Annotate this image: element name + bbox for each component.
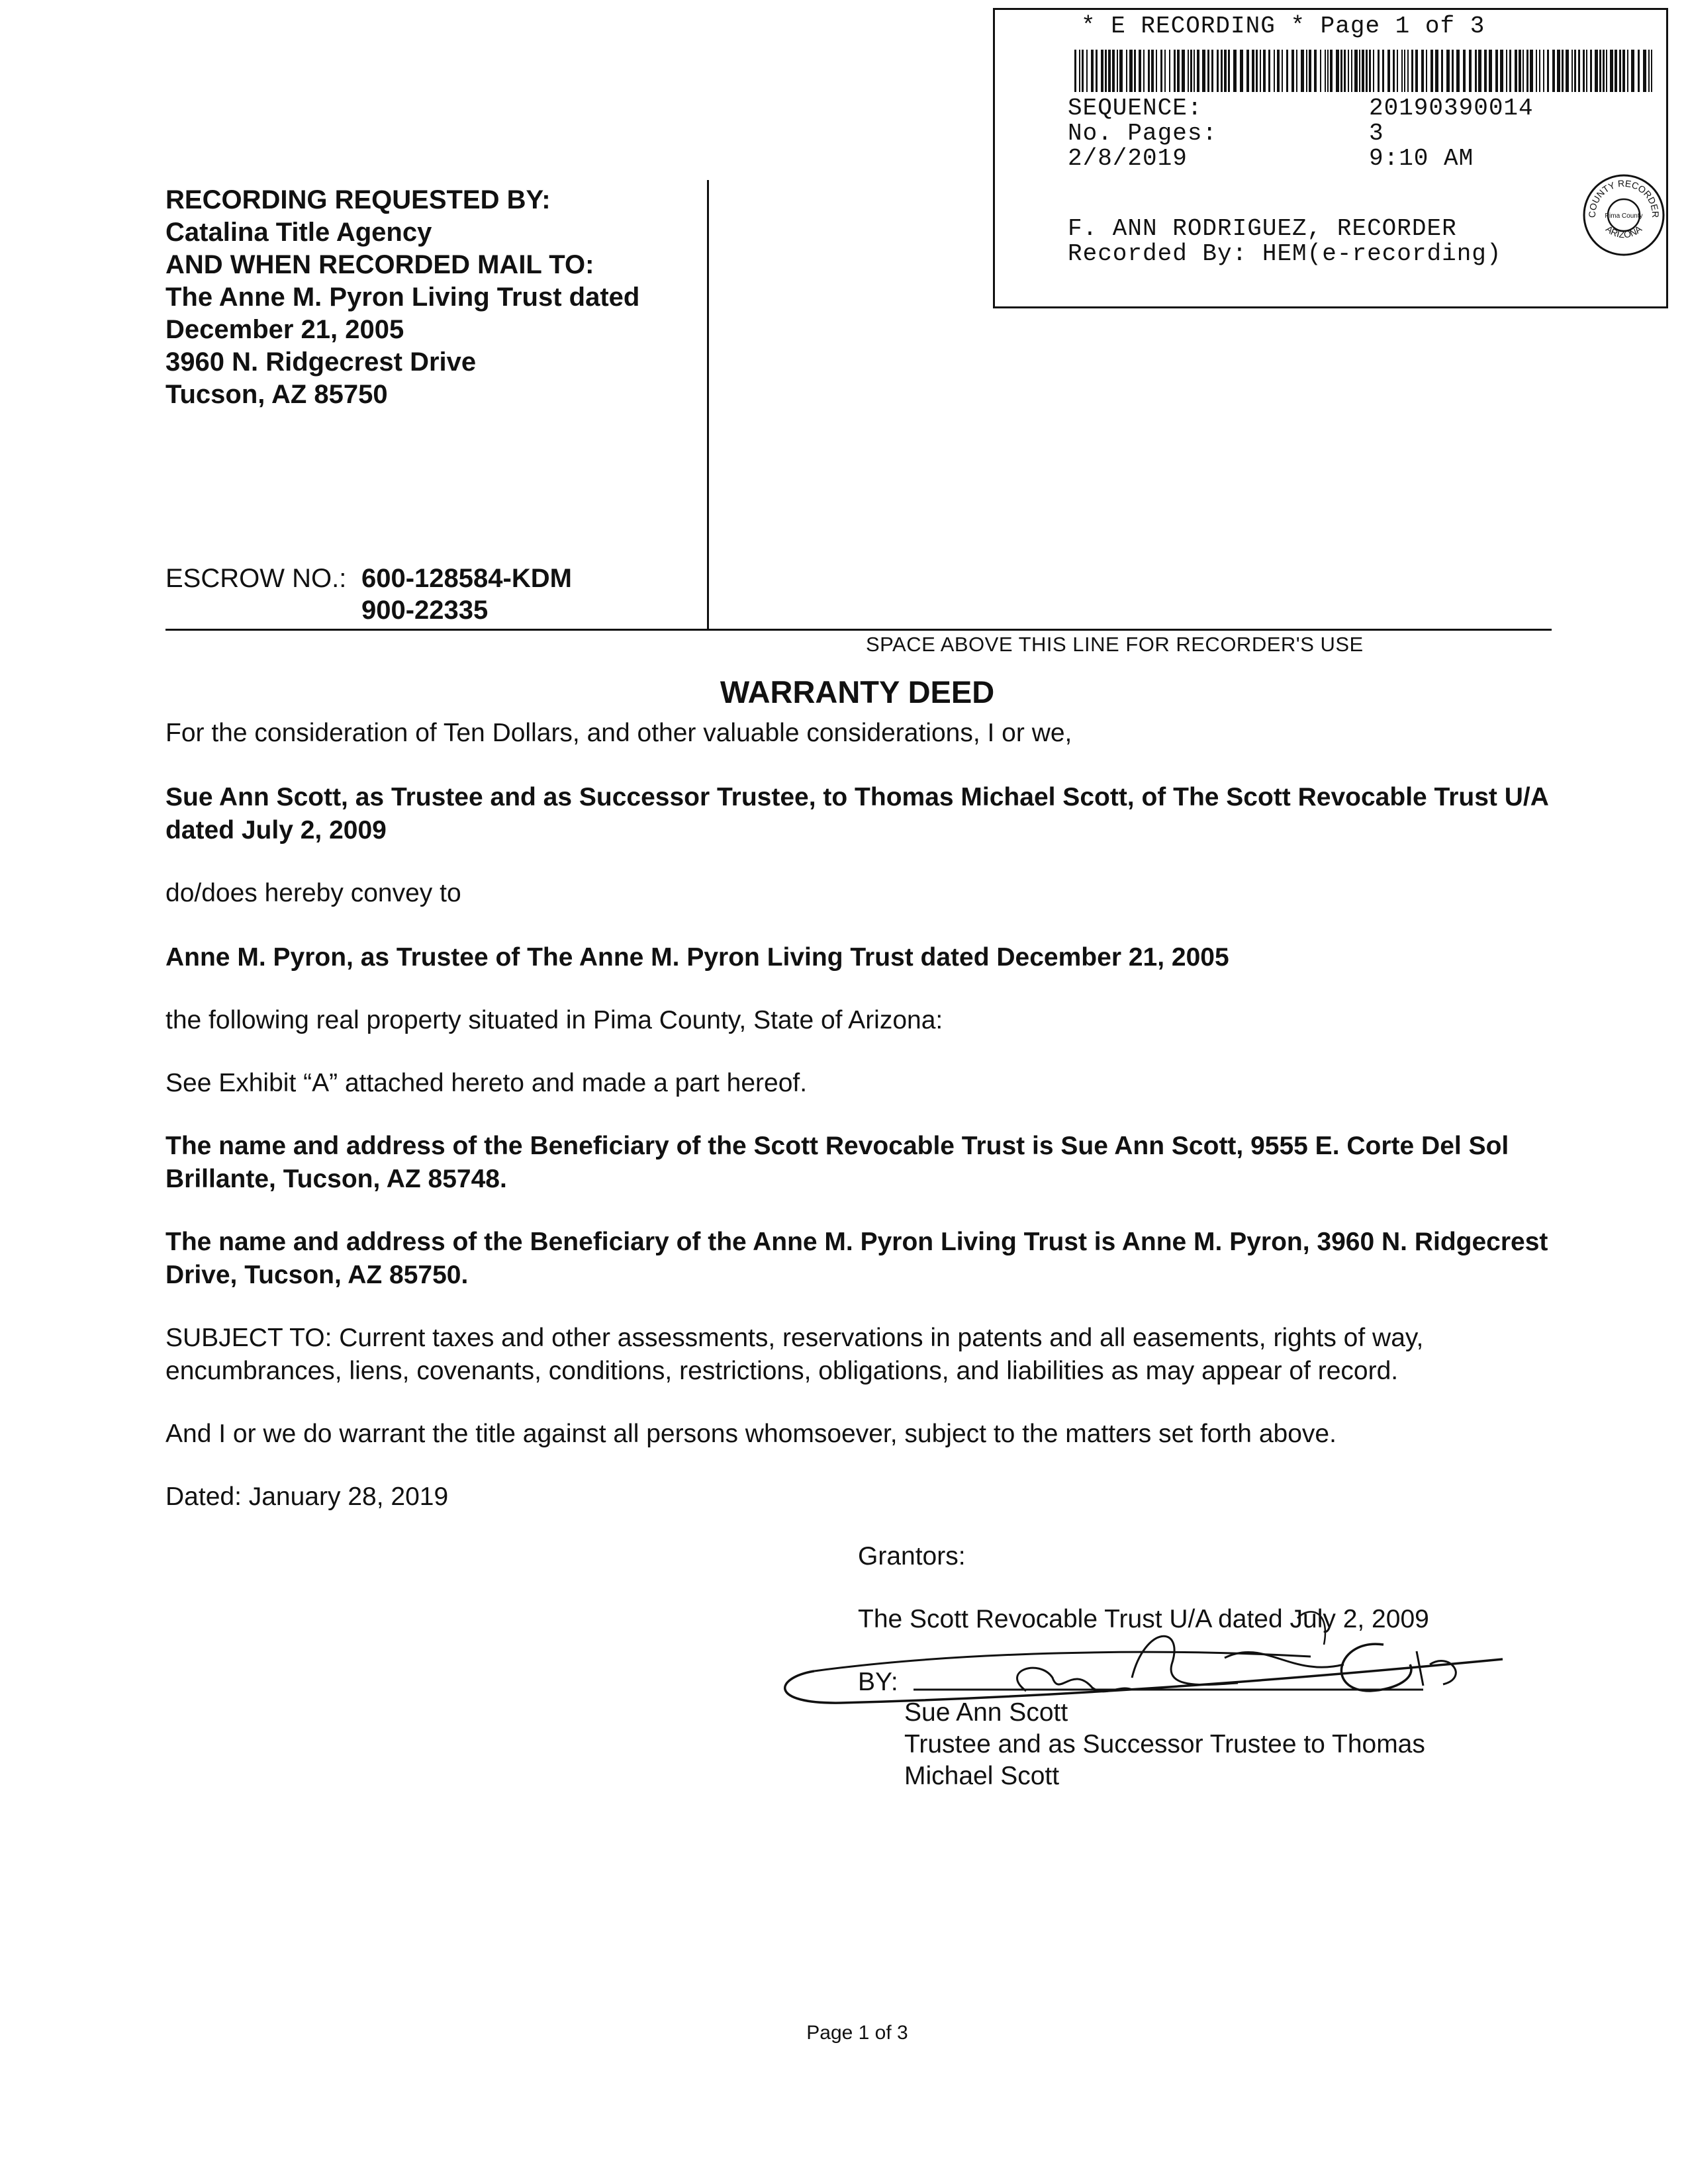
convey-paragraph: do/does hereby convey to (165, 879, 461, 907)
vertical-divider (707, 180, 709, 629)
barcode-bar (1079, 50, 1080, 92)
barcode-bar (1651, 50, 1652, 92)
barcode-bar (1182, 50, 1185, 92)
barcode-bar (1327, 50, 1329, 92)
barcode-bar (1509, 50, 1511, 92)
barcode-bar (1143, 50, 1145, 92)
barcode-bar (1112, 50, 1115, 92)
barcode-bar (1643, 50, 1646, 92)
barcode-bar (1530, 50, 1533, 92)
barcode-bar (1217, 50, 1219, 92)
signer-block (904, 1697, 1425, 1792)
barcode-bar (1599, 50, 1601, 92)
barcode-bar (1415, 50, 1418, 92)
barcode-bar (1105, 50, 1107, 92)
signer-title-line-1: Trustee and as Successor Trustee to Thomas (904, 1730, 1425, 1758)
barcode-bar (1277, 50, 1280, 92)
barcode-bar (1552, 50, 1555, 92)
barcode-bar (1603, 50, 1605, 92)
barcode-bar (1340, 50, 1342, 92)
barcode-bar (1286, 50, 1288, 92)
escrow-number-1: 600-128584-KDM (361, 564, 572, 593)
barcode-bar (1619, 50, 1621, 92)
barcode-bar (1378, 50, 1380, 92)
barcode-bar (1139, 50, 1141, 92)
record-time: 9:10 AM (1369, 145, 1474, 172)
barcode-bar (1469, 50, 1472, 92)
barcode-bar (1401, 50, 1403, 92)
barcode-bar (1421, 50, 1424, 92)
barcode-bar (1108, 50, 1111, 92)
barcode-bar (1610, 50, 1613, 92)
recording-requested-label: RECORDING REQUESTED BY: (165, 185, 551, 214)
barcode-bar (1207, 50, 1209, 92)
barcode-bar (1543, 50, 1544, 92)
barcode-bar (1202, 50, 1205, 92)
barcode-bar (1506, 50, 1507, 92)
barcode-bar (1260, 50, 1261, 92)
dated-line: Dated: January 28, 2019 (165, 1482, 449, 1511)
barcode-bar (1246, 50, 1249, 92)
escrow-label: ESCROW NO.: (165, 564, 347, 593)
barcode-bar (1638, 50, 1640, 92)
consideration-paragraph: For the consideration of Ten Dollars, and other valuable considerations, I or we, (165, 719, 1072, 747)
barcode-bar (1240, 50, 1243, 92)
barcode-bar (1362, 50, 1364, 92)
pages-value: 3 (1369, 120, 1384, 147)
barcode-bar (1571, 50, 1573, 92)
barcode-bar (1228, 50, 1230, 92)
barcode-bar (1119, 50, 1123, 92)
grantee-paragraph: Anne M. Pyron, as Trustee of The Anne M. Pyron Living Trust dated December 21, 2005 (165, 943, 1229, 972)
barcode-bar (1156, 50, 1157, 92)
barcode-bar (1557, 50, 1560, 92)
barcode-bar (1500, 50, 1503, 92)
stamp-header: * E RECORDING * Page 1 of 3 (1081, 13, 1485, 40)
seal-center-text: Pima County (1605, 212, 1643, 220)
barcode-bar (1306, 50, 1307, 92)
escrow-block (165, 563, 572, 626)
barcode-bar (1648, 50, 1650, 92)
barcode-bar (1430, 50, 1433, 92)
barcode-bar (1446, 50, 1450, 92)
barcode-bar (1595, 50, 1598, 92)
barcode-bar (1435, 50, 1438, 92)
barcode-bar (1309, 50, 1311, 92)
barcode-bar (1407, 50, 1409, 92)
barcode-bar (1190, 50, 1192, 92)
recording-stamp (993, 8, 1668, 308)
recorder-name: F. ANN RODRIGUEZ, RECORDER (1068, 215, 1457, 242)
document-title: WARRANTY DEED (720, 674, 995, 709)
grantors-label: Grantors: (858, 1542, 966, 1570)
recording-requested-block (165, 184, 639, 411)
barcode-bar (1344, 50, 1346, 92)
barcode-bar (1586, 50, 1587, 92)
barcode-bar (1354, 50, 1358, 92)
barcode-bar (1221, 50, 1223, 92)
record-date: 2/8/2019 (1068, 145, 1188, 172)
barcode-bar (1590, 50, 1592, 92)
barcode-bar (1268, 50, 1270, 92)
barcode-bar (1622, 50, 1625, 92)
barcode-bar (1252, 50, 1254, 92)
barcode-bar (1411, 50, 1413, 92)
barcode-bar (1574, 50, 1576, 92)
barcode-bar (1126, 50, 1127, 92)
subject-to-paragraph: SUBJECT TO: Current taxes and other assessments, reservations in patents and all easements, rights of way, encumbrances, liens, covenants, conditions, restrictions, obligations, and liabilities as may appear of record. (165, 1324, 1424, 1385)
space-above-note: SPACE ABOVE THIS LINE FOR RECORDER'S USE (866, 633, 1364, 656)
barcode-bar (1291, 50, 1294, 92)
recorded-by: Recorded By: HEM(e-recording) (1068, 240, 1502, 267)
barcode-bar (1224, 50, 1227, 92)
barcode-bar (1129, 50, 1133, 92)
barcode-bar (1484, 50, 1487, 92)
barcode-bar (1325, 50, 1326, 92)
seal-bottom-text: ARIZONA (1603, 223, 1644, 240)
beneficiary-2-paragraph: The name and address of the Beneficiary of the Anne M. Pyron Living Trust is Anne M. Pyron, 3960 N. Ridgecrest Drive, Tucson, AZ 85750. (165, 1228, 1548, 1289)
mail-to-date: December 21, 2005 (165, 315, 404, 344)
sequence-value: 20190390014 (1369, 95, 1534, 122)
barcode-bar (1086, 50, 1088, 92)
barcode-bar (1539, 50, 1540, 92)
barcode-bar (1519, 50, 1521, 92)
barcode-bar (1404, 50, 1405, 92)
barcode-bar (1148, 50, 1150, 92)
barcode-bar (1366, 50, 1368, 92)
barcode-bar (1515, 50, 1517, 92)
grantor-trust-line: The Scott Revocable Trust U/A dated July 2, 2009 (858, 1605, 1429, 1633)
barcode-bar (1160, 50, 1162, 92)
barcode-bar (1274, 50, 1275, 92)
barcode-bar (1393, 50, 1395, 92)
escrow-number-2: 900-22335 (361, 596, 489, 625)
barcode-bar (1566, 50, 1569, 92)
barcode (1074, 50, 1657, 92)
barcode-bar (1478, 50, 1481, 92)
barcode-bar (1562, 50, 1564, 92)
barcode-bar (1463, 50, 1466, 92)
mail-to-city: Tucson, AZ 85750 (165, 380, 388, 409)
barcode-bar (1177, 50, 1180, 92)
barcode-bar (1526, 50, 1528, 92)
barcode-bar (1359, 50, 1360, 92)
barcode-bar (1134, 50, 1136, 92)
grantor-paragraph: Sue Ann Scott, as Trustee and as Successor Trustee, to Thomas Michael Scott, of The Scott Revocable Trust U/A dated July 2, 2009 (165, 783, 1548, 844)
barcode-bar (1197, 50, 1199, 92)
signer-name: Sue Ann Scott (904, 1698, 1068, 1727)
barcode-bar (1631, 50, 1634, 92)
barcode-bar (1373, 50, 1374, 92)
barcode-bar (1523, 50, 1524, 92)
barcode-bar (1263, 50, 1266, 92)
county-seal-icon (1581, 172, 1667, 258)
barcode-bar (1314, 50, 1317, 92)
barcode-bar (1151, 50, 1154, 92)
barcode-bar (1369, 50, 1371, 92)
barcode-bar (1336, 50, 1339, 92)
barcode-bar (1164, 50, 1166, 92)
barcode-bar (1615, 50, 1617, 92)
barcode-bar (1387, 50, 1390, 92)
barcode-bar (1456, 50, 1460, 92)
property-paragraph: the following real property situated in Pima County, State of Arizona: (165, 1006, 943, 1034)
barcode-bar (1074, 50, 1076, 92)
page-footer: Page 1 of 3 (806, 2022, 908, 2044)
recorder-use-line (165, 629, 1552, 631)
barcode-bar (1627, 50, 1628, 92)
barcode-bar (1426, 50, 1427, 92)
barcode-bar (1489, 50, 1492, 92)
beneficiary-1-paragraph: The name and address of the Beneficiary of the Scott Revocable Trust is Sue Ann Scott, 9555 E. Corte Del Sol Brillante, Tucson, AZ 85748. (165, 1132, 1509, 1193)
barcode-bar (1606, 50, 1607, 92)
barcode-bar (1547, 50, 1549, 92)
barcode-bar (1188, 50, 1189, 92)
barcode-bar (1475, 50, 1477, 92)
barcode-bar (1301, 50, 1304, 92)
sequence-label: SEQUENCE: (1068, 95, 1203, 122)
barcode-bar (1091, 50, 1094, 92)
barcode-bar (1452, 50, 1454, 92)
pages-label: No. Pages: (1068, 120, 1218, 147)
mail-to-street: 3960 N. Ridgecrest Drive (165, 347, 477, 377)
barcode-bar (1082, 50, 1084, 92)
barcode-bar (1397, 50, 1398, 92)
title-agency: Catalina Title Agency (165, 218, 432, 247)
barcode-bar (1441, 50, 1443, 92)
barcode-bar (1320, 50, 1321, 92)
signer-title-line-2: Michael Scott (904, 1762, 1060, 1790)
barcode-bar (1169, 50, 1170, 92)
barcode-bar (1233, 50, 1237, 92)
barcode-bar (1194, 50, 1195, 92)
barcode-bar (1495, 50, 1498, 92)
barcode-bar (1117, 50, 1118, 92)
by-label: BY: (858, 1668, 898, 1696)
mail-to-label: AND WHEN RECORDED MAIL TO: (165, 250, 594, 279)
barcode-bar (1330, 50, 1333, 92)
barcode-bar (1296, 50, 1297, 92)
barcode-bar (1174, 50, 1176, 92)
mail-to-name: The Anne M. Pyron Living Trust dated (165, 283, 640, 312)
barcode-bar (1101, 50, 1103, 92)
barcode-bar (1351, 50, 1352, 92)
barcode-bar (1578, 50, 1580, 92)
barcode-bar (1282, 50, 1283, 92)
barcode-bar (1211, 50, 1213, 92)
barcode-bar (1096, 50, 1098, 92)
seal-top-text: COUNTY RECORDER (1586, 177, 1662, 218)
exhibit-paragraph: See Exhibit “A” attached hereto and made a part hereof. (165, 1069, 808, 1097)
barcode-bar (1256, 50, 1258, 92)
barcode-bar (1382, 50, 1384, 92)
barcode-bar (1536, 50, 1537, 92)
barcode-bar (1583, 50, 1585, 92)
warranty-paragraph: And I or we do warrant the title against all persons whomsoever, subject to the matters set forth above. (165, 1420, 1336, 1448)
barcode-bar (1348, 50, 1349, 92)
